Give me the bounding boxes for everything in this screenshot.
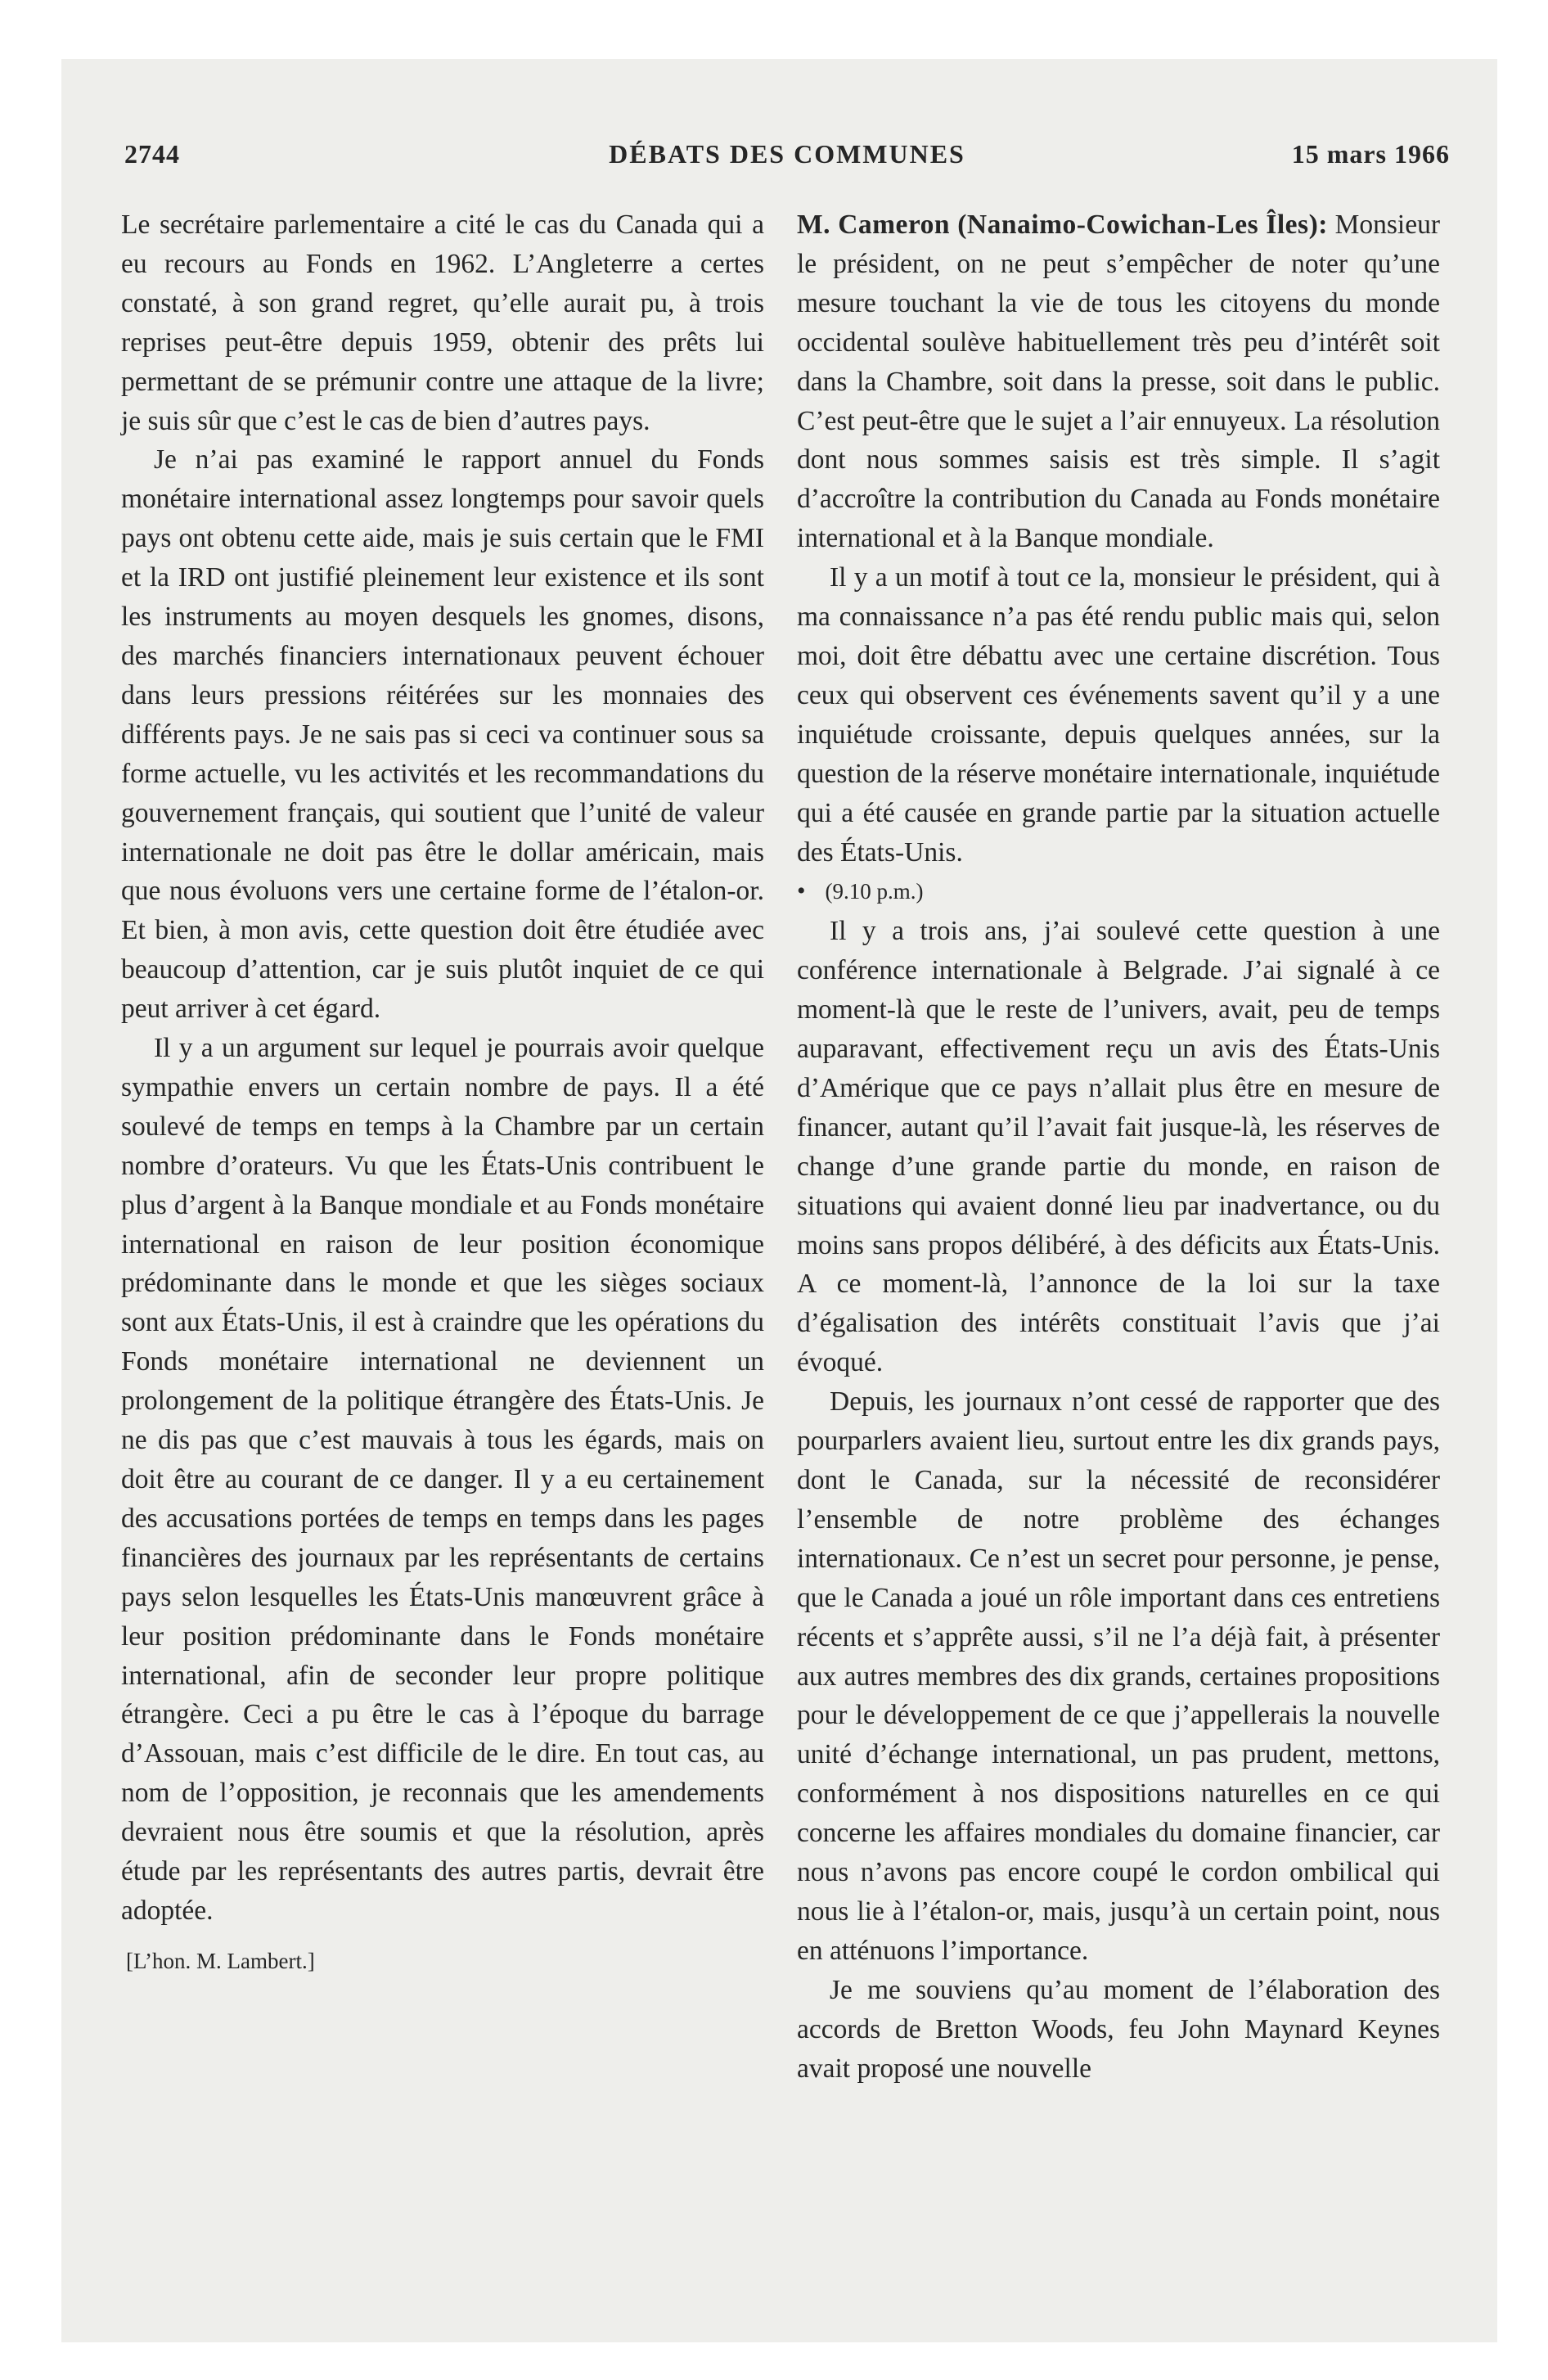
page-number: 2744 bbox=[124, 139, 180, 169]
paragraph: Il y a un motif à tout ce la, monsieur le président, qui à ma connaissance n’a pas été rendu public mais qui, selon moi, doit être débattu avec une certaine discrétion. Tous ceux qui observent ces événements savent qu’il y a une inquiétude croissante, depuis quelques années, sur la question de la réserve monétaire internationale, inquiétude qui a été causée en grande partie par la situation actuelle des États-Unis. bbox=[797, 562, 1440, 868]
right-column bbox=[797, 205, 1440, 2089]
speaker-attribution: [L’hon. M. Lambert.] bbox=[126, 1948, 315, 1973]
paragraph: Il y a un argument sur lequel je pourrais avoir quelque sympathie envers un certain nombre de pays. Il a été soulevé de temps en temps à la Chambre par un certain nombre d’orateurs. Vu que les États-Unis contribuent le plus d’argent à la Banque mondiale et au Fonds monétaire international en raison de leur position économique prédominante dans le monde et que les sièges sociaux sont aux États-Unis, il est à craindre que les opérations du Fonds monétaire international ne deviennent un prolongement de la politique étrangère des États-Unis. Je ne dis pas que c’est mauvais à tous les égards, mais on doit être au courant de ce danger. Il y a eu certainement des accusations portées de temps en temps dans les pages financières des journaux par les représentants de certains pays selon lesquelles les États-Unis manœuvrent grâce à leur position prédominante dans le Fonds monétaire international, afin de seconder leur propre politique étrangère. Ceci a pu être le cas à l’époque du barrage d’Assouan, mais c’est difficile de le dire. En tout cas, au nom de l’opposition, je reconnais que les amendements devraient nous être soumis et que la résolution, après étude par les représentants des autres partis, devrait être adoptée. bbox=[121, 1033, 764, 1926]
paragraph: Il y a trois ans, j’ai soulevé cette question à une conférence internationale à Belgrade. J’ai signalé à ce moment-là que le reste de l’univers, avait, peu de temps auparavant, effectivement reçu un avis des États-Unis d’Amérique que ce pays n’allait plus être en mesure de financer, autant qu’il l’avait fait jusque-là, les réserves de change d’une grande partie du monde, en raison de situations qui avaient donné lieu par inadvertance, ou du moins sans propos délibéré, à des déficits aux États-Unis. A ce moment-là, l’annonce de la loi sur la taxe d’égalisation des intérêts constituait l’avis que j’ai évoqué. bbox=[797, 916, 1440, 1378]
page-date: 15 mars 1966 bbox=[1291, 139, 1450, 169]
bullet-icon: • bbox=[797, 877, 806, 905]
timestamp-line bbox=[797, 872, 1440, 912]
paragraph: Le secrétaire parlementaire a cité le cas du Canada qui a eu recours au Fonds en 1962. L’Angleterre a certes constaté, à son grand regret, qu’elle aurait pu, à trois reprises peut-être depuis 1959, obtenir des prêts lui permettant de se prémunir contre une attaque de la livre; je suis sûr que c’est le cas de bien d’autres pays. bbox=[121, 210, 764, 436]
paragraph-text: Monsieur le président, on ne peut s’empêcher de noter qu’une mesure touchant la vie de tous les citoyens du monde occidental soulève habituellement très peu d’intérêt soit dans la Chambre, soit dans la presse, soit dans le public. C’est peut-être que le sujet a l’air ennuyeux. La résolution dont nous sommes saisis est très simple. Il s’agit d’accroître la contribution du Canada au Fonds monétaire international et à la Banque mondiale. bbox=[797, 210, 1441, 554]
paragraph: Depuis, les journaux n’ont cessé de rapporter que des pourparlers avaient lieu, surtout entre les dix grands pays, dont le Canada, sur la nécessité de reconsidérer l’ensemble de notre problème des échanges internationaux. Ce n’est un secret pour personne, je pense, que le Canada a joué un rôle important dans ces entretiens récents et s’apprête aussi, s’il ne l’a déjà fait, à présenter aux autres membres des dix grands, certaines propositions pour le développement de ce que j’appellerais la nouvelle unité d’échange international, un pas prudent, mettons, conformément à nos dispositions naturelles en ce qui concerne les affaires mondiales du domaine financier, car nous n’avons pas encore coupé le cordon ombilical qui nous lie à l’étalon-or, mais, jusqu’à un certain point, nous en atténuons l’importance. bbox=[797, 1386, 1440, 1966]
left-column bbox=[121, 205, 764, 1981]
publication-title: DÉBATS DES COMMUNES bbox=[609, 139, 965, 169]
timestamp: (9.10 p.m.) bbox=[825, 879, 924, 904]
speaker-name: M. Cameron (Nanaimo-Cowichan-Les Îles): bbox=[797, 210, 1328, 240]
paragraph: Je n’ai pas examiné le rapport annuel du Fonds monétaire international assez longtemps pour savoir quels pays ont obtenu cette aide, mais je suis certain que le FMI et la IRD ont justifié pleinement leur existence et ils sont les instruments au moyen desquels les gnomes, disons, des marchés financiers internationaux peuvent échouer dans leurs pressions réitérées sur les monnaies des différents pays. Je ne sais pas si ceci va continuer sous sa forme actuelle, vu les activités et les recommandations du gouvernement français, qui soutient que l’unité de valeur internationale ne doit pas être le dollar américain, mais que nous évoluons vers une certaine forme de l’étalon-or. Et bien, à mon avis, cette question doit être étudiée avec beaucoup d’attention, car je suis plutôt inquiet de ce qui peut arriver à cet égard. bbox=[121, 444, 764, 1025]
speech-opening bbox=[797, 205, 1440, 558]
paragraph: Je me souviens qu’au moment de l’élaboration des accords de Bretton Woods, feu John Maynard Keynes avait proposé une nouvelle bbox=[797, 1974, 1440, 2084]
page-header bbox=[124, 139, 1450, 172]
